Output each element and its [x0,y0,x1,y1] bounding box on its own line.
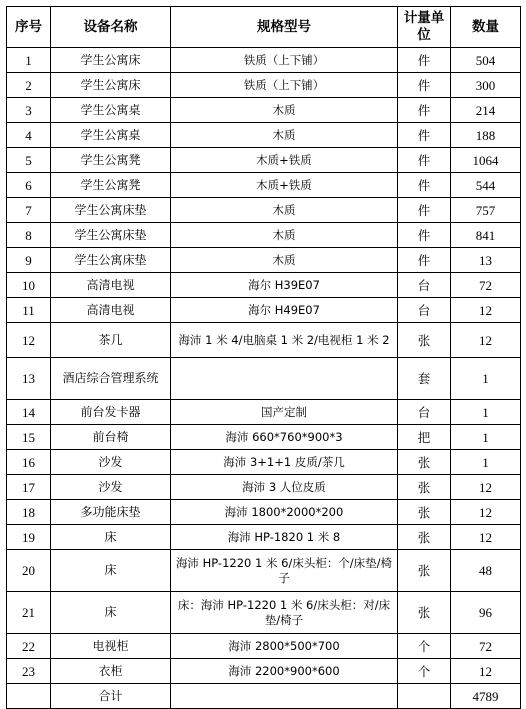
cell-qty: 504 [451,48,521,73]
total-qty: 4789 [451,684,521,709]
equipment-table [6,6,521,709]
table-row [7,298,521,323]
cell-spec: 木质 [171,98,398,123]
cell-name: 学生公寓桌 [51,123,171,148]
table-row [7,98,521,123]
cell-name: 前台椅 [51,425,171,450]
cell-name: 酒店综合管理系统 [51,358,171,400]
equipment-sheet [6,6,521,709]
header-unit: 计量单位 [398,7,451,48]
cell-name: 学生公寓凳 [51,173,171,198]
table-row [7,500,521,525]
cell-spec: 国产定制 [171,400,398,425]
cell-no: 3 [7,98,51,123]
cell-no: 4 [7,123,51,148]
cell-qty: 12 [451,500,521,525]
cell-no: 10 [7,273,51,298]
table-row [7,48,521,73]
cell-qty: 12 [451,659,521,684]
cell-no: 23 [7,659,51,684]
cell-no: 2 [7,73,51,98]
cell-spec: 海尔 H39E07 [171,273,398,298]
cell-unit: 件 [398,48,451,73]
cell-unit: 张 [398,475,451,500]
table-row [7,550,521,592]
cell-no: 21 [7,592,51,634]
cell-spec: 木质 [171,223,398,248]
cell-no: 12 [7,323,51,358]
cell-unit: 台 [398,273,451,298]
cell-qty: 72 [451,634,521,659]
cell-qty: 12 [451,298,521,323]
cell-name: 高清电视 [51,273,171,298]
table-row [7,475,521,500]
cell-unit: 件 [398,148,451,173]
header-no: 序号 [7,7,51,48]
cell-no: 1 [7,48,51,73]
cell-unit: 件 [398,173,451,198]
cell-name: 床 [51,525,171,550]
cell-unit: 张 [398,592,451,634]
cell-spec: 海尔 H49E07 [171,298,398,323]
cell-spec: 海沛 2800*500*700 [171,634,398,659]
cell-qty: 1 [451,450,521,475]
cell-spec: 铁质（上下铺） [171,73,398,98]
cell-no: 20 [7,550,51,592]
table-row [7,450,521,475]
cell-unit: 件 [398,248,451,273]
cell-unit: 件 [398,98,451,123]
cell-no: 15 [7,425,51,450]
cell-no: 7 [7,198,51,223]
cell-spec: 海沛 3 人位皮质 [171,475,398,500]
table-row [7,592,521,634]
table-row [7,223,521,248]
cell-qty: 72 [451,273,521,298]
cell-spec: 海沛 2200*900*600 [171,659,398,684]
cell-spec: 木质 [171,123,398,148]
table-row [7,323,521,358]
cell-no: 11 [7,298,51,323]
header-qty: 数量 [451,7,521,48]
table-row [7,358,521,400]
cell-name: 茶几 [51,323,171,358]
cell-no: 14 [7,400,51,425]
cell-unit: 个 [398,634,451,659]
table-row [7,659,521,684]
cell-no: 17 [7,475,51,500]
cell-unit: 件 [398,123,451,148]
cell-qty: 1064 [451,148,521,173]
table-row [7,148,521,173]
cell-name: 学生公寓凳 [51,148,171,173]
cell-qty: 841 [451,223,521,248]
cell-unit: 件 [398,73,451,98]
cell-no: 6 [7,173,51,198]
cell-spec: 海沛 HP-1220 1 米 6/床头柜：个/床垫/椅子 [171,550,398,592]
cell-spec: 海沛 3+1+1 皮质/茶几 [171,450,398,475]
cell-spec: 木质+铁质 [171,173,398,198]
cell-unit: 台 [398,400,451,425]
cell-spec: 海沛 1 米 4/电脑桌 1 米 2/电视柜 1 米 2 [171,323,398,358]
cell-no: 13 [7,358,51,400]
cell-spec: 海沛 1800*2000*200 [171,500,398,525]
header-name: 设备名称 [51,7,171,48]
cell-unit: 张 [398,525,451,550]
cell-qty: 1 [451,425,521,450]
cell-no: 5 [7,148,51,173]
cell-name: 学生公寓床垫 [51,248,171,273]
cell-name: 沙发 [51,450,171,475]
table-row [7,425,521,450]
table-row [7,400,521,425]
cell-unit: 把 [398,425,451,450]
cell-qty: 544 [451,173,521,198]
cell-unit: 台 [398,298,451,323]
cell-qty: 12 [451,323,521,358]
table-row [7,123,521,148]
cell-name: 学生公寓床垫 [51,198,171,223]
cell-name: 电视柜 [51,634,171,659]
cell-qty: 12 [451,525,521,550]
cell-name: 衣柜 [51,659,171,684]
cell-unit: 件 [398,223,451,248]
cell-spec: 海沛 660*760*900*3 [171,425,398,450]
cell-spec: 海沛 HP-1820 1 米 8 [171,525,398,550]
cell-no: 8 [7,223,51,248]
cell-qty: 214 [451,98,521,123]
cell-spec: 木质+铁质 [171,148,398,173]
cell-unit: 套 [398,358,451,400]
cell-qty: 188 [451,123,521,148]
cell-name: 沙发 [51,475,171,500]
table-row [7,248,521,273]
cell-unit: 个 [398,659,451,684]
cell-spec: 木质 [171,248,398,273]
cell-name: 学生公寓床 [51,48,171,73]
table-row [7,634,521,659]
cell-qty: 48 [451,550,521,592]
cell-no: 16 [7,450,51,475]
total-row [7,684,521,709]
cell-qty: 13 [451,248,521,273]
cell-spec: 木质 [171,198,398,223]
cell-qty: 1 [451,358,521,400]
table-row [7,198,521,223]
cell-spec [171,358,398,400]
cell-unit: 张 [398,323,451,358]
header-spec: 规格型号 [171,7,398,48]
cell-name: 多功能床垫 [51,500,171,525]
cell-spec: 铁质（上下铺） [171,48,398,73]
cell-spec: 床：海沛 HP-1220 1 米 6/床头柜：对/床垫/椅子 [171,592,398,634]
cell-qty: 96 [451,592,521,634]
cell-no: 9 [7,248,51,273]
cell-name: 前台发卡器 [51,400,171,425]
cell-spec-empty [171,684,398,709]
table-row [7,525,521,550]
cell-no-empty [7,684,51,709]
cell-unit-empty [398,684,451,709]
cell-no: 18 [7,500,51,525]
cell-qty: 1 [451,400,521,425]
header-row [7,7,521,48]
cell-no: 22 [7,634,51,659]
table-row [7,173,521,198]
cell-unit: 张 [398,500,451,525]
cell-name: 床 [51,592,171,634]
cell-unit: 张 [398,550,451,592]
cell-name: 高清电视 [51,298,171,323]
cell-name: 学生公寓床 [51,73,171,98]
total-label: 合计 [51,684,171,709]
table-row [7,73,521,98]
table-row [7,273,521,298]
cell-no: 19 [7,525,51,550]
cell-unit: 件 [398,198,451,223]
cell-name: 学生公寓床垫 [51,223,171,248]
cell-qty: 300 [451,73,521,98]
cell-name: 床 [51,550,171,592]
cell-qty: 757 [451,198,521,223]
cell-unit: 张 [398,450,451,475]
cell-qty: 12 [451,475,521,500]
cell-name: 学生公寓桌 [51,98,171,123]
